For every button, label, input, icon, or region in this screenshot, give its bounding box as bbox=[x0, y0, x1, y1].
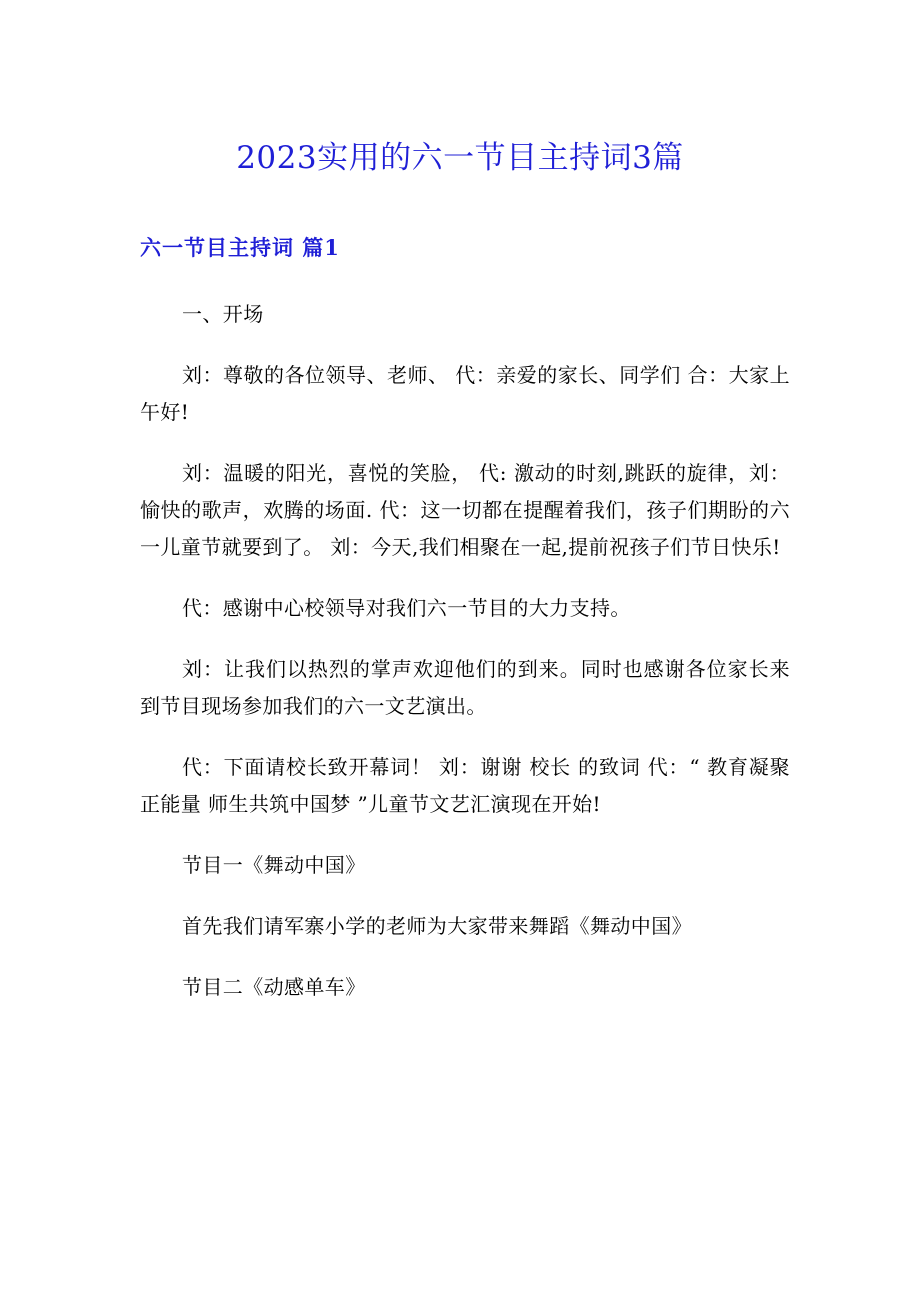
paragraph: 代：下面请校长致开幕词！ 刘：谢谢 校长 的致词 代：“ 教育凝聚正能量 师生共筑中国梦 ”儿童节文艺汇演现在开始! bbox=[140, 755, 790, 816]
paragraph: 刘：温暖的阳光，喜悦的笑脸， 代: 激动的时刻,跳跃的旋律，刘：愉快的歌声，欢腾的场面. 代：这一切都在提醒着我们，孩子们期盼的六一儿童节就要到了。 刘：今天,我们相聚在一起,提前祝孩子们节日快乐! bbox=[140, 461, 790, 559]
paragraph: 刘：让我们以热烈的掌声欢迎他们的到来。同时也感谢各位家长来到节目现场参加我们的六一文艺演出。 bbox=[140, 657, 790, 718]
program-title: 节目二《动感单车》 bbox=[182, 975, 366, 999]
program-title: 节目一《舞动中国》 bbox=[182, 853, 366, 877]
paragraph: 首先我们请军寨小学的老师为大家带来舞蹈《舞动中国》 bbox=[182, 914, 692, 938]
section-heading: 六一节目主持词 篇1 bbox=[140, 235, 340, 260]
paragraph: 刘：尊敬的各位领导、老师、 代：亲爱的家长、同学们 合：大家上午好! bbox=[140, 363, 790, 424]
paragraph-opening: 一、开场 bbox=[182, 302, 264, 326]
document-title: 2023实用的六一节目主持词3篇 bbox=[236, 140, 684, 176]
paragraph: 代：感谢中心校领导对我们六一节目的大力支持。 bbox=[182, 596, 631, 620]
document-body bbox=[140, 296, 790, 1030]
